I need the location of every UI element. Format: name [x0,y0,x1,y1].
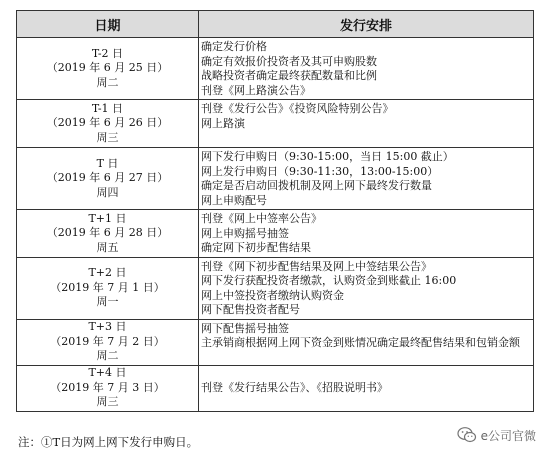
date-label: （2019 年 6 月 28 日） [46,226,169,239]
weekday-label: 周三 [96,395,119,409]
date-label: （2019 年 6 月 27 日） [46,171,169,185]
table-row [17,210,534,258]
schedule-table [16,10,534,412]
task-item: 网上申购配号 [201,193,267,207]
date-cell [17,148,199,210]
task-item: 网下配售摇号抽签 [201,321,289,335]
day-label: T+1 日 [88,211,127,225]
footnote: 注：①T日为网上网下发行申购日。 [18,435,199,449]
weekday-label: 周二 [96,349,119,363]
date-label: （2019 年 6 月 25 日） [46,61,169,75]
table-row [17,319,534,365]
date-cell [17,38,199,100]
task-item: 网上发行申购日（9:30-11:30，13:00-15:00） [201,164,439,178]
tasks-cell [199,148,534,210]
date-cell [17,319,199,365]
table-row [17,257,534,319]
watermark [457,426,536,444]
table-row [17,365,534,411]
task-item: 战略投资者确定最终获配数量和比例 [201,69,377,82]
task-item: 网上路演 [201,116,245,130]
weekday-label: 周一 [96,295,119,309]
table-row [17,100,534,148]
task-item: 确定网下初步配售结果 [201,241,311,254]
task-item: 刊登《发行公告》《投资风险特别公告》 [201,102,394,115]
table-row [17,38,534,100]
tasks-cell [199,100,534,148]
task-item: 网下发行申购日（9:30-15:00，当日 15:00 截止） [201,150,454,163]
task-item: 网上中签投资者缴纳认购资金 [201,288,344,302]
task-item: 确定发行价格 [201,40,267,53]
date-label: （2019 年 7 月 2 日） [50,334,165,348]
task-item: 网上申购摇号抽签 [201,226,289,240]
tasks-cell [199,257,534,319]
date-cell [17,210,199,258]
task-item: 刊登《网下初步配售结果及网上中签结果公告》 [201,259,432,273]
tasks-cell [199,365,534,411]
day-label: T+3 日 [88,320,127,334]
date-label: （2019 年 7 月 1 日） [50,280,165,294]
date-cell [17,100,199,148]
day-label: T+4 日 [88,366,127,380]
task-item: 刊登《发行结果公告》、《招股说明书》 [201,381,388,395]
table-row [17,148,534,210]
day-label: T-1 日 [91,101,124,115]
header-row [17,11,534,38]
wechat-icon [457,426,477,444]
header-date: 日期 [17,11,199,38]
weekday-label: 周三 [96,130,119,144]
header-tasks: 发行安排 [199,11,534,38]
task-item: 主承销商根据网上网下资金到账情况确定最终配售结果和包销金额 [201,336,520,349]
date-cell [17,365,199,411]
weekday-label: 周五 [96,240,119,254]
task-item: 刊登《网上中签率公告》 [201,212,322,225]
date-label: （2019 年 7 月 3 日） [50,380,165,394]
tasks-cell [199,210,534,258]
task-item: 确定有效报价投资者及其可申购股数 [201,54,377,68]
day-label: T-2 日 [91,46,124,60]
date-cell [17,257,199,319]
weekday-label: 周二 [96,75,119,89]
task-item: 网下发行获配投资者缴款，认购资金到账截止 16:00 [201,274,457,287]
task-item: 网下配售投资者配号 [201,303,300,316]
task-item: 确定是否启动回拨机制及网上网下最终发行数量 [201,179,432,192]
day-label: T+2 日 [88,266,127,280]
tasks-cell [199,38,534,100]
day-label: T 日 [96,156,119,170]
date-label: （2019 年 6 月 26 日） [46,116,169,130]
tasks-cell [199,319,534,365]
task-item: 刊登《网上路演公告》 [201,83,311,97]
watermark-text: e公司官微 [480,428,536,443]
weekday-label: 周四 [96,185,119,199]
